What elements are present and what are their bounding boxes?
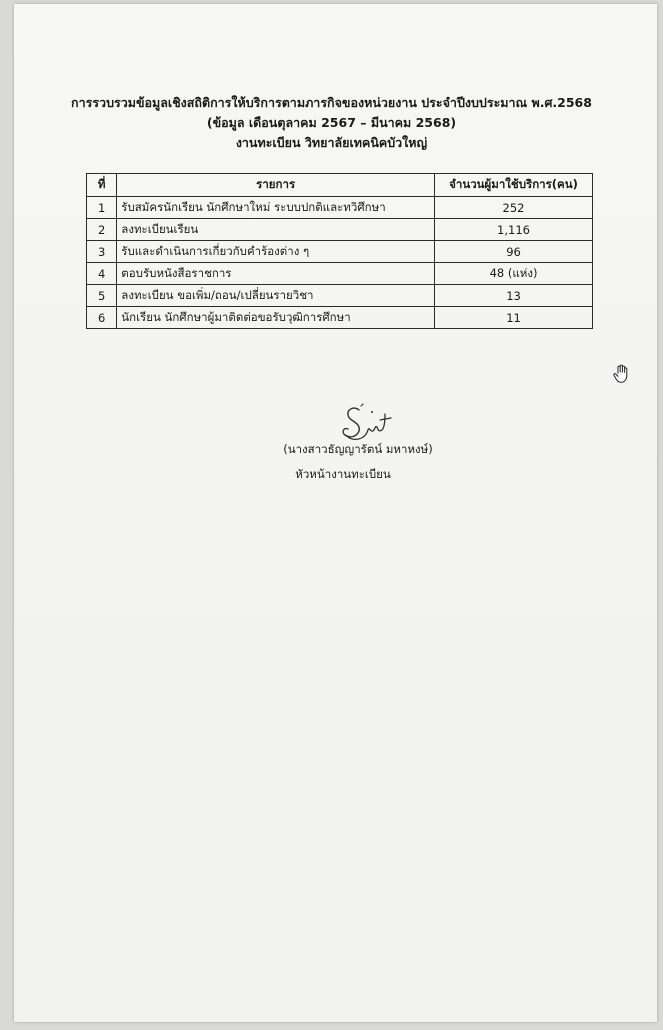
row-item: ลงทะเบียน ขอเพิ่ม/ถอน/เปลี่ยนรายวิชา: [117, 285, 435, 307]
table-row: [87, 285, 593, 307]
row-no: 2: [87, 219, 117, 241]
row-no: 3: [87, 241, 117, 263]
row-item: รับและดำเนินการเกี่ยวกับคำร้องต่าง ๆ: [117, 241, 435, 263]
table-row: [87, 307, 593, 329]
row-no: 1: [87, 197, 117, 219]
statistics-table: [86, 173, 593, 329]
table-row: [87, 197, 593, 219]
header-count: จำนวนผู้มาใช้บริการ(คน): [435, 174, 593, 197]
row-count: 11: [435, 307, 593, 329]
hand-cursor-icon: [612, 364, 630, 384]
row-item: ลงทะเบียนเรียน: [117, 219, 435, 241]
row-count: 48 (แห่ง): [435, 263, 593, 285]
row-item: นักเรียน นักศึกษาผู้มาติดต่อขอรับวุฒิการศึกษา: [117, 307, 435, 329]
row-item: ตอบรับหนังสือราชการ: [117, 263, 435, 285]
table-header-row: [87, 174, 593, 197]
document-title: การรวบรวมข้อมูลเชิงสถิติการให้บริการตามภารกิจของหน่วยงาน ประจำปีงบประมาณ พ.ศ.2568: [71, 95, 592, 110]
signatory-position: หัวหน้างานทะเบียน: [295, 467, 391, 481]
row-count: 96: [435, 241, 593, 263]
signatory-name: (นางสาวธัญญารัตน์ มหาหงษ์): [283, 442, 433, 456]
document-page: [14, 4, 657, 1022]
header-no: ที่: [87, 174, 117, 197]
row-count: 252: [435, 197, 593, 219]
row-item: รับสมัครนักเรียน นักศึกษาใหม่ ระบบปกติและทวิศึกษา: [117, 197, 435, 219]
row-count: 13: [435, 285, 593, 307]
row-no: 6: [87, 307, 117, 329]
signature-mark: [335, 400, 395, 446]
document-header: [0, 93, 663, 153]
header-item: รายการ: [117, 174, 435, 197]
row-count: 1,116: [435, 219, 593, 241]
table-row: [87, 219, 593, 241]
document-department: งานทะเบียน วิทยาลัยเทคนิคบัวใหญ่: [235, 135, 428, 150]
row-no: 5: [87, 285, 117, 307]
table-row: [87, 241, 593, 263]
table-row: [87, 263, 593, 285]
document-period: (ข้อมูล เดือนตุลาคม 2567 – มีนาคม 2568): [206, 115, 457, 130]
row-no: 4: [87, 263, 117, 285]
